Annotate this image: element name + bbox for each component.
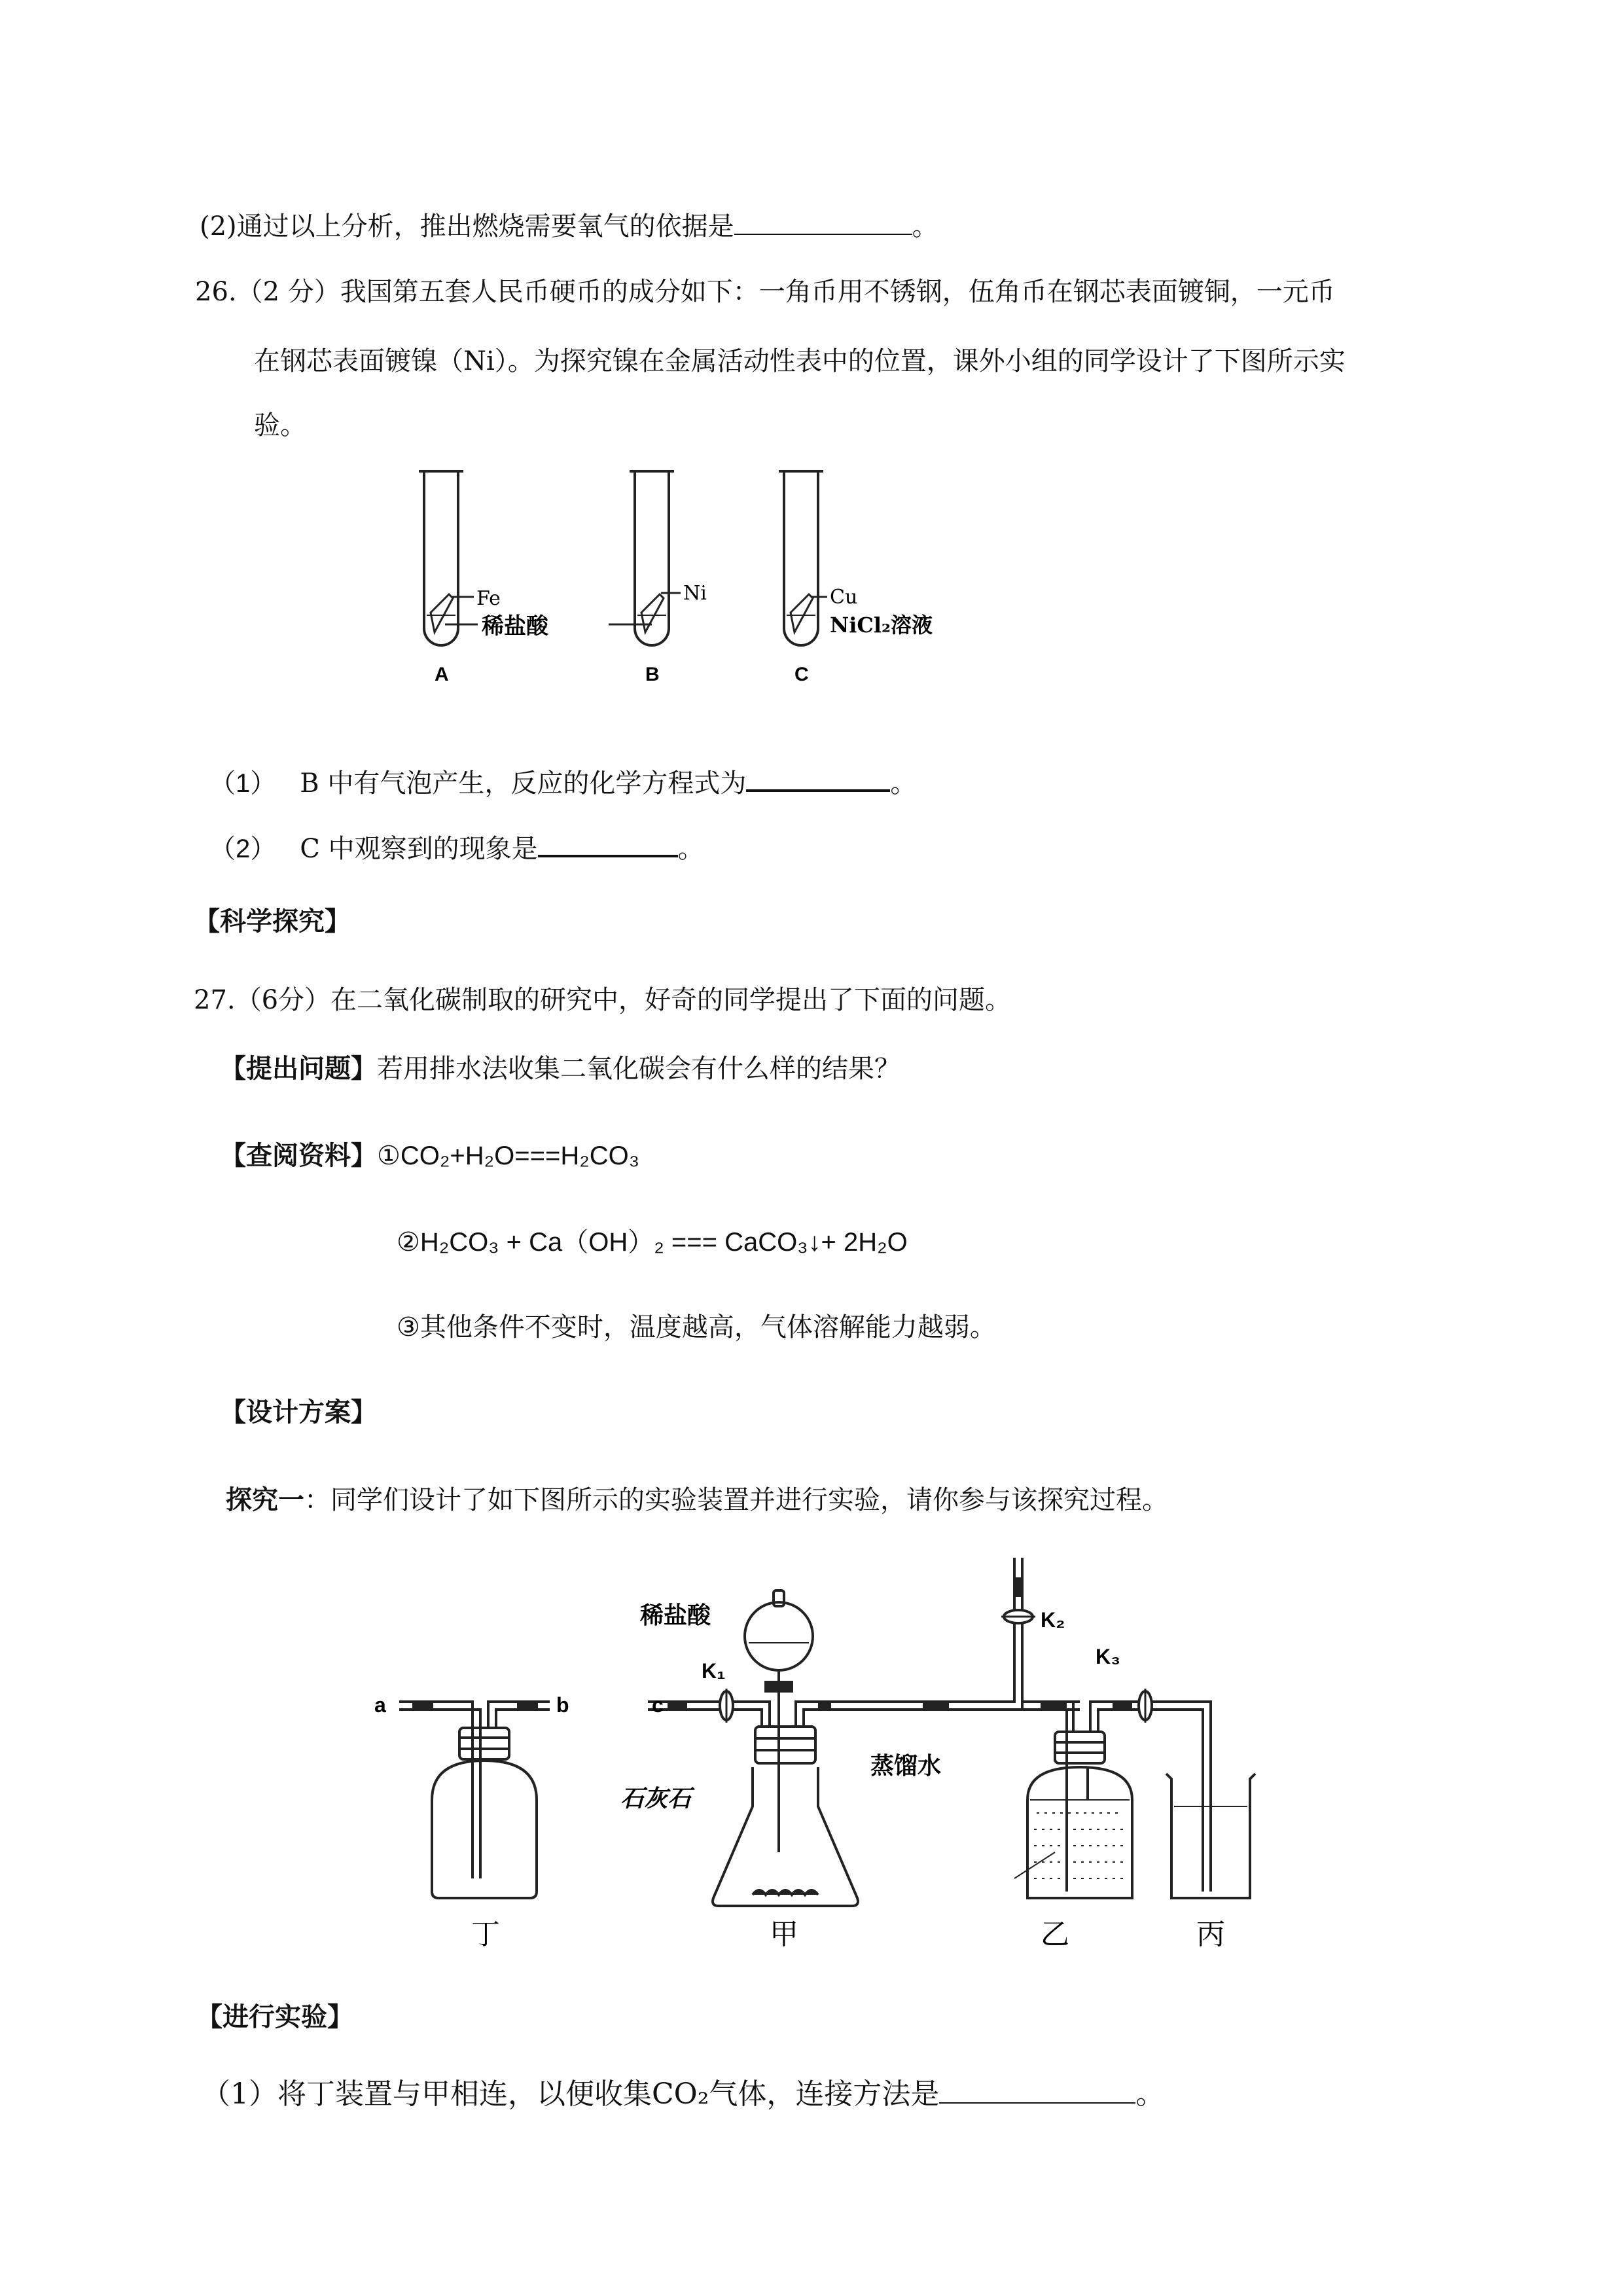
q26-sub1-end: 。 xyxy=(890,768,917,798)
q25-part2-text: (2)通过以上分析，推出燃烧需要氧气的依据是 xyxy=(200,211,734,242)
q25-part2-end: 。 xyxy=(912,211,938,242)
water-texture xyxy=(1034,1813,1126,1878)
exp1-text: （1）将丁装置与甲相连，以便收集CO₂气体，连接方法是 xyxy=(202,2077,940,2111)
apparatus-yi-bottle xyxy=(1027,1689,1211,1898)
experiment-heading: 【进行实验】 xyxy=(196,2001,353,2032)
q27-reference xyxy=(220,1138,639,1174)
reference-item-3: ③其他条件不变时，温度越高，气体溶解能力越弱。 xyxy=(397,1313,996,1342)
q25-part2 xyxy=(200,208,938,245)
q26-sub2-end: 。 xyxy=(677,834,704,864)
metal-fe-label: Fe xyxy=(476,587,501,610)
apparatus-jia-flask xyxy=(648,1590,858,1906)
explore-text: ：同学们设计了如下图所示的实验装置并进行实验，请你参与该探究过程。 xyxy=(304,1485,1168,1515)
q26-line2: 在钢芯表面镀镍（Ni）。为探究镍在金属活动性表中的位置，课外小组的同学设计了下图所示实 xyxy=(254,346,1346,376)
q27-question xyxy=(220,1050,901,1087)
section-science-heading: 【科学探究】 xyxy=(194,906,351,937)
tube-a-label: A xyxy=(435,664,449,685)
q26-line1: 26.（2 分）我国第五套人民币硬币的成分如下：一角币用不锈钢，伍角币在钢芯表面镀铜，一元币 xyxy=(195,277,1335,307)
metal-cu-label: Cu xyxy=(830,586,858,609)
reference-item-1: ①CO₂+H₂O===H₂CO₃ xyxy=(377,1141,640,1170)
tube-b-label: B xyxy=(645,664,660,685)
q26-sub2-text: C 中观察到的现象是 xyxy=(300,834,538,864)
tube-b xyxy=(609,471,681,645)
q26-sub1-number: （1） xyxy=(209,769,277,798)
port-a-label: a xyxy=(374,1693,386,1717)
tube-c-label: C xyxy=(794,664,809,685)
question-label: 【提出问题】 xyxy=(220,1053,377,1084)
limestone-label: 石灰石 xyxy=(620,1785,692,1812)
apparatus-ding-label: 丁 xyxy=(471,1918,500,1951)
answer-blank-q25-2[interactable] xyxy=(734,209,912,235)
apparatus-yi-label: 乙 xyxy=(1041,1918,1069,1951)
question-text: 若用排水法收集二氧化碳会有什么样的结果？ xyxy=(377,1054,901,1084)
tube-c xyxy=(779,471,827,645)
exp1-end: 。 xyxy=(1135,2077,1165,2111)
answer-blank-q27-1[interactable] xyxy=(939,2077,1135,2104)
q27-exp1 xyxy=(202,2076,1164,2113)
port-b-label: b xyxy=(556,1693,569,1717)
q26-line3: 验。 xyxy=(254,410,306,440)
co2-apparatus-figure xyxy=(360,1551,1309,1957)
q26-sub2-number: （2） xyxy=(209,834,277,863)
apparatus-ding-bottle xyxy=(399,1702,550,1898)
distilled-water-label: 蒸馏水 xyxy=(870,1752,942,1780)
reference-item-2: ②H₂CO₃ + Ca（OH）₂ === CaCO₃↓+ 2H₂O xyxy=(397,1228,908,1257)
port-c-label: c xyxy=(652,1693,664,1717)
design-heading: 【设计方案】 xyxy=(220,1397,377,1427)
tube-a xyxy=(419,471,478,645)
reference-label: 【查阅资料】 xyxy=(220,1140,377,1171)
test-tube-figure xyxy=(393,458,982,700)
answer-blank-q26-2[interactable] xyxy=(538,830,678,857)
q26-sub2 xyxy=(209,830,704,867)
apparatus-bing-label: 丙 xyxy=(1196,1918,1225,1951)
explore-label: 探究一 xyxy=(226,1486,304,1515)
nicl2-solution-label: NiCl₂溶液 xyxy=(830,613,933,637)
acid-funnel-label: 稀盐酸 xyxy=(640,1602,711,1629)
q26-sub1 xyxy=(209,764,916,802)
metal-ni-label: Ni xyxy=(683,582,707,605)
acid-label: 稀盐酸 xyxy=(482,613,548,639)
valve-k1-label: K₁ xyxy=(702,1659,726,1683)
valve-k2-label: K₂ xyxy=(1041,1608,1065,1632)
q26-sub1-text: B 中有气泡产生，反应的化学方程式为 xyxy=(300,768,747,798)
apparatus-jia-label: 甲 xyxy=(770,1918,798,1951)
answer-blank-q26-1[interactable] xyxy=(746,764,890,792)
q27-intro: 27.（6分）在二氧化碳制取的研究中，好奇的同学提出了下面的问题。 xyxy=(194,985,1012,1015)
valve-k3-label: K₃ xyxy=(1096,1645,1120,1668)
connecting-tube-k2 xyxy=(857,1558,1073,1710)
explore-one xyxy=(226,1482,1168,1518)
